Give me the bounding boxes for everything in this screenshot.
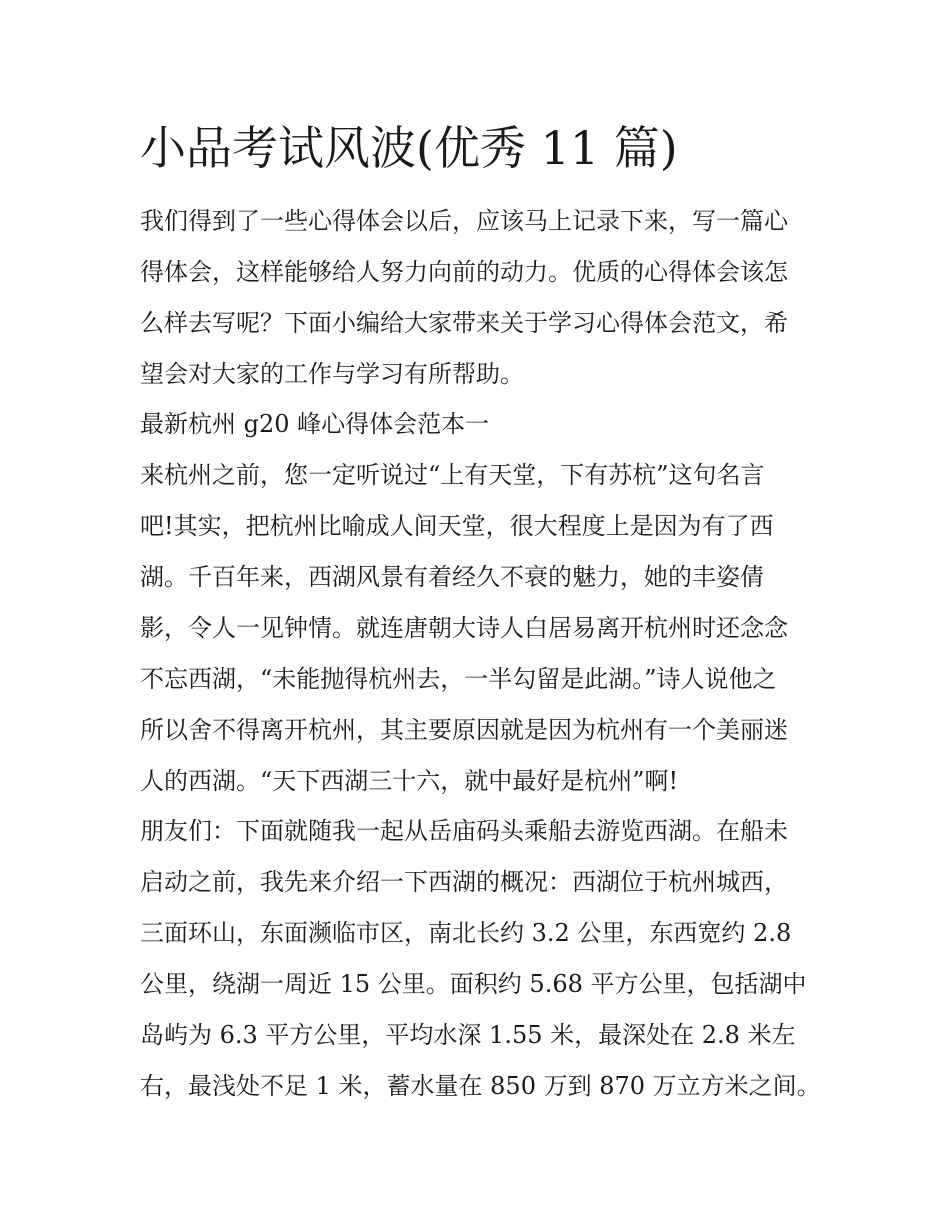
body-line-10: 三面环山，东面濒临市区，南北长约 3.2 公里，东西宽约 2.8: [140, 919, 792, 947]
body-line-13: 右，最浅处不足 1 米，蓄水量在 850 万到 870 万立方米之间。: [140, 1072, 821, 1100]
intro-line-3: 么样去写呢？下面小编给大家带来关于学习心得体会范文，希: [140, 309, 788, 337]
body-line-8: 朋友们：下面就随我一起从岳庙码头乘船去游览西湖。在船未: [140, 817, 788, 845]
intro-line-1: 我们得到了一些心得体会以后，应该马上记录下来，写一篇心: [140, 207, 788, 235]
intro-line-2: 得体会，这样能够给人努力向前的动力。优质的心得体会该怎: [140, 258, 788, 286]
body-line-1: 来杭州之前，您一定听说过“上有天堂，下有苏杭”这句名言: [140, 461, 765, 489]
section-heading: 最新杭州 g20 峰心得体会范本一: [140, 410, 490, 438]
body-line-6: 所以舍不得离开杭州，其主要原因就是因为杭州有一个美丽迷: [140, 716, 788, 744]
body-line-12: 岛屿为 6.3 平方公里，平均水深 1.55 米，最深处在 2.8 米左: [140, 1021, 796, 1049]
body-line-5: 不忘西湖，“未能抛得杭州去，一半勾留是此湖。”诗人说他之: [140, 665, 777, 693]
body-line-2: 吧!其实，把杭州比喻成人间天堂，很大程度上是因为有了西: [140, 512, 774, 540]
body-line-3: 湖。千百年来，西湖风景有着经久不衰的魅力，她的丰姿倩: [140, 563, 764, 591]
body-line-7: 人的西湖。“天下西湖三十六，就中最好是杭州”啊!: [140, 767, 679, 795]
body-line-4: 影，令人一见钟情。就连唐朝大诗人白居易离开杭州时还念念: [140, 614, 788, 642]
document-page: [140, 0, 820, 1229]
body-line-11: 公里，绕湖一周近 15 公里。面积约 5.68 平方公里，包括湖中: [140, 970, 807, 998]
document-title: 小品考试风波(优秀 11 篇): [140, 121, 678, 175]
intro-line-4: 望会对大家的工作与学习有所帮助。: [140, 360, 524, 388]
body-line-9: 启动之前，我先来介绍一下西湖的概况：西湖位于杭州城西，: [140, 868, 788, 896]
